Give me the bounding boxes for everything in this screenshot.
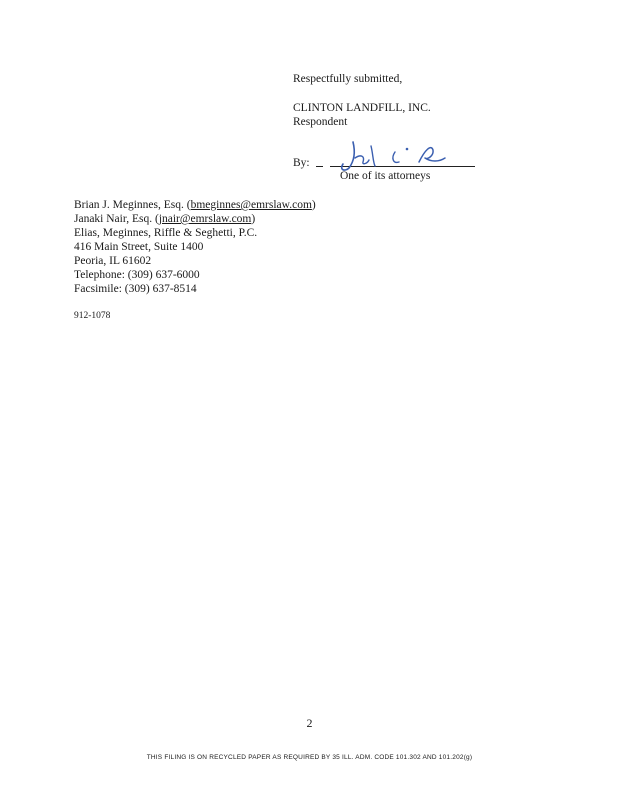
- attorney-line-2: [74, 212, 255, 226]
- firm-name: Elias, Meginnes, Riffle & Seghetti, P.C.: [74, 227, 258, 239]
- by-label: By:: [293, 157, 310, 169]
- firm-address-2: Peoria, IL 61602: [74, 255, 152, 267]
- firm-facsimile: Facsimile: (309) 637-8514: [74, 283, 197, 295]
- attorney-tail-2: ): [251, 213, 256, 225]
- attorney-name-1: Brian J. Meginnes, Esq. (: [74, 199, 191, 211]
- respondent-label: Respondent: [293, 116, 348, 128]
- by-dash: [316, 166, 323, 167]
- attorney-email-1[interactable]: bmeginnes@emrslaw.com: [190, 199, 312, 211]
- recycled-paper-footer: THIS FILING IS ON RECYCLED PAPER AS REQUIRED BY 35 ILL. ADM. CODE 101.302 AND 101.202(g): [146, 754, 473, 761]
- company-name: CLINTON LANDFILL, INC.: [293, 102, 431, 114]
- respectfully-submitted: Respectfully submitted,: [293, 73, 403, 85]
- attorney-email-2[interactable]: jnair@emrslaw.com: [158, 213, 252, 225]
- attorney-tail-1: ): [311, 199, 316, 211]
- file-number: 912-1078: [74, 311, 111, 321]
- signature-caption: One of its attorneys: [340, 170, 431, 182]
- firm-telephone: Telephone: (309) 637-6000: [74, 269, 200, 281]
- firm-address-1: 416 Main Street, Suite 1400: [74, 241, 204, 253]
- page-number: 2: [306, 716, 313, 730]
- attorney-line-1: [74, 198, 316, 212]
- attorney-name-2: Janaki Nair, Esq. (: [74, 213, 159, 225]
